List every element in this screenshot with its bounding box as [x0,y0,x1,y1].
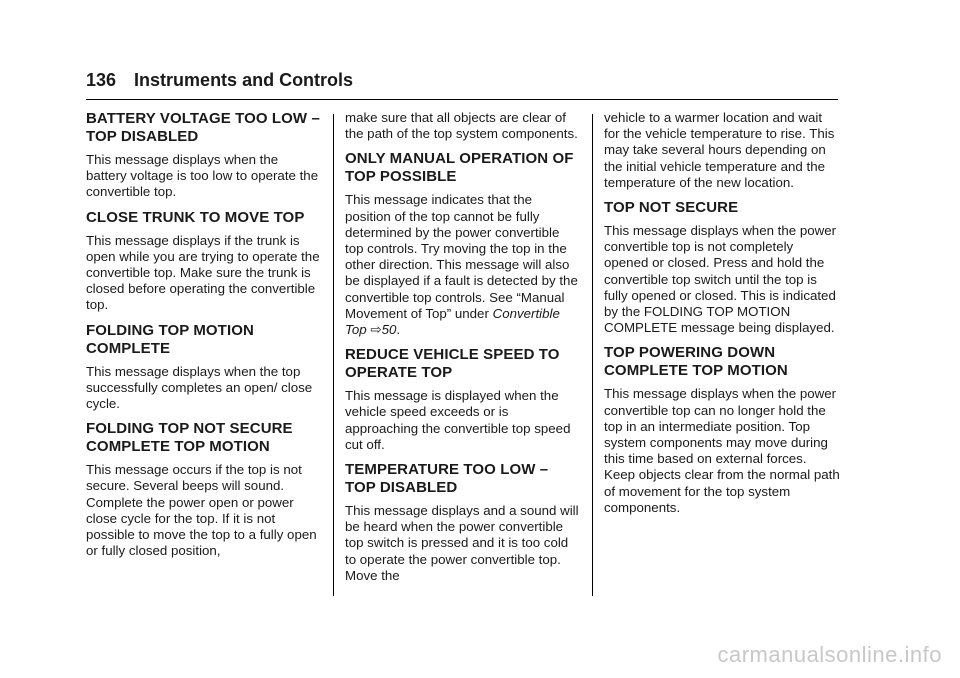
watermark: carmanualsonline.info [717,642,942,667]
message-body [345,192,581,338]
message-heading: CLOSE TRUNK TO MOVE TOP [86,208,305,226]
message-entry [86,420,322,559]
page-ref-arrow-icon: ⇨ [370,322,382,338]
message-heading: TEMPERATURE TOO LOW – TOP DISABLED [345,461,549,497]
message-continuation [604,110,840,191]
message-entry [345,461,581,584]
message-heading: FOLDING TOP NOT SECURE COMPLETE TOP MOTION [86,420,293,456]
message-body: vehicle to a warmer location and wait for the vehicle temperature to rise. This may take several hours depending on the initial vehicle temperature and the temperature of the new location. [604,110,835,190]
message-body: make sure that all objects are clear of the path of the top system components. [345,110,578,142]
cross-reference-link[interactable]: Convertible Top [345,305,560,338]
message-entry [86,110,322,201]
sentence-end: . [396,322,401,338]
message-heading: FOLDING TOP MOTION COMPLETE [86,321,254,357]
message-heading: ONLY MANUAL OPERATION OF TOP POSSIBLE [345,150,574,186]
section-title: Instruments and Controls [134,70,354,90]
column-divider [333,114,334,596]
message-entry [604,344,840,516]
header-rule [86,99,838,100]
cross-reference-page[interactable]: 50 [381,322,397,338]
message-entry [345,150,581,338]
page-number: 136 [86,70,117,90]
message-entry [345,346,581,453]
text-column-2 [345,110,581,590]
message-body: This message is displayed when the vehicle speed exceeds or is approaching the convertible top speed cut off. [345,388,571,452]
message-heading: BATTERY VOLTAGE TOO LOW – TOP DISABLED [86,110,320,145]
message-body: This message displays when the top successfully completes an open/ close cycle. [86,363,313,412]
message-entry [86,209,322,314]
column-divider [592,114,593,596]
text-column-3 [604,110,840,522]
message-continuation [345,110,581,142]
message-body: This message occurs if the top is not secure. Several beeps will sound. Complete the power open or power close cycle for the top. If it is not possible to move the top to a fully open or fully closed position, [86,462,317,559]
message-heading: TOP NOT SECURE [604,199,739,217]
message-entry [604,199,840,336]
message-heading: REDUCE VEHICLE SPEED TO OPERATE TOP [345,346,560,382]
message-entry [86,322,322,413]
page-header [86,70,838,91]
message-heading: TOP POWERING DOWN COMPLETE TOP MOTION [604,344,788,380]
message-body: This message displays when the power convertible top can no longer hold the top in an intermediate position. Top system components may move during this time based on external forces. Keep objects clear from the normal path of movement for the top system components. [604,386,840,515]
message-body-text: This message indicates that the position of the top cannot be fully determined by the power convertible top controls. Try moving the top in the other direction. This message will also be displayed if a fault is detected by the convertible top controls. See “Manual Movement of Top” under [345,192,578,321]
text-column-1 [86,110,322,565]
message-body: This message displays when the battery voltage is too low to operate the convertible top. [86,152,319,200]
message-body: This message displays when the power convertible top is not completely opened or closed. Press and hold the convertible top switch until the top is fully opened or closed. This is indicated by the FOLDING TOP MOTION COMPLETE message being displayed. [604,223,837,336]
message-body: This message displays and a sound will be heard when the power convertible top switch is pressed and it is too cold to operate the power convertible top. Move the [345,503,579,583]
message-body: This message displays if the trunk is open while you are trying to operate the convertible top. Make sure the trunk is closed before operating the convertible top. [86,232,320,313]
